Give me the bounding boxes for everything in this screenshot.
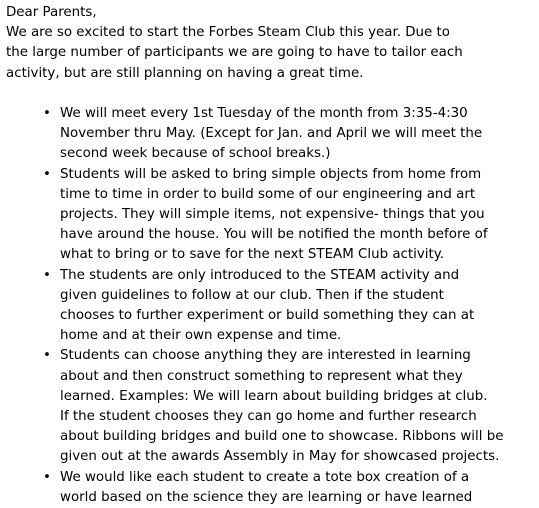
bullet-item-tote-box: [6, 468, 536, 508]
bullet-text: Students will be asked to bring simple objects from home from time to time in order to build some of our engineering and art projects. They will simple items, not expensive- things that you have around the house. You will be notified the month before of what to bring or to save for the next STEAM Club activity.: [60, 166, 488, 263]
bullet-dot-icon: •: [43, 106, 51, 121]
bullet-text: We will meet every 1st Tuesday of the month from 3:35-4:30 November thru May. (Except for Jan. and April we will meet the second week because of school breaks.): [60, 106, 483, 162]
bullet-text: The students are only introduced to the STEAM activity and given guidelines to follow at our club. Then if the student chooses to further experiment or build something they can at home and at their own expense and time.: [60, 267, 475, 344]
letter-greeting: Dear Parents,: [6, 5, 97, 20]
bullet-dot-icon: •: [43, 166, 51, 182]
letter-body: [6, 3, 536, 508]
bullet-dot-icon: •: [43, 348, 51, 364]
bullet-text: We would like each student to create a tote box creation of a world based on the science they are learning or have learned: [60, 469, 473, 505]
paragraph-spacer: [6, 84, 536, 104]
bullet-item-simple-objects: [6, 165, 536, 266]
bullet-item-guidelines: [6, 266, 536, 347]
bullet-dot-icon: •: [43, 267, 51, 283]
bullet-item-meeting-schedule: [6, 104, 536, 165]
bullet-item-showcase-projects: [6, 346, 536, 467]
letter-intro-paragraph: We are so excited to start the Forbes Steam Club this year. Due to the large number of participants we are going to have to tailor each activity, but are still planning on having a great time.: [6, 25, 463, 81]
bullet-dot-icon: •: [43, 469, 51, 485]
bullet-list: [6, 104, 536, 508]
bullet-text: Students can choose anything they are interested in learning about and then construct something to represent what they learned. Examples: We will learn about building bridges at club. If the student chooses they can go home and further research about building bridges and build one to showcase. Ribbons will be given out at the awards Assembly in May for showcased projects.: [60, 348, 504, 465]
